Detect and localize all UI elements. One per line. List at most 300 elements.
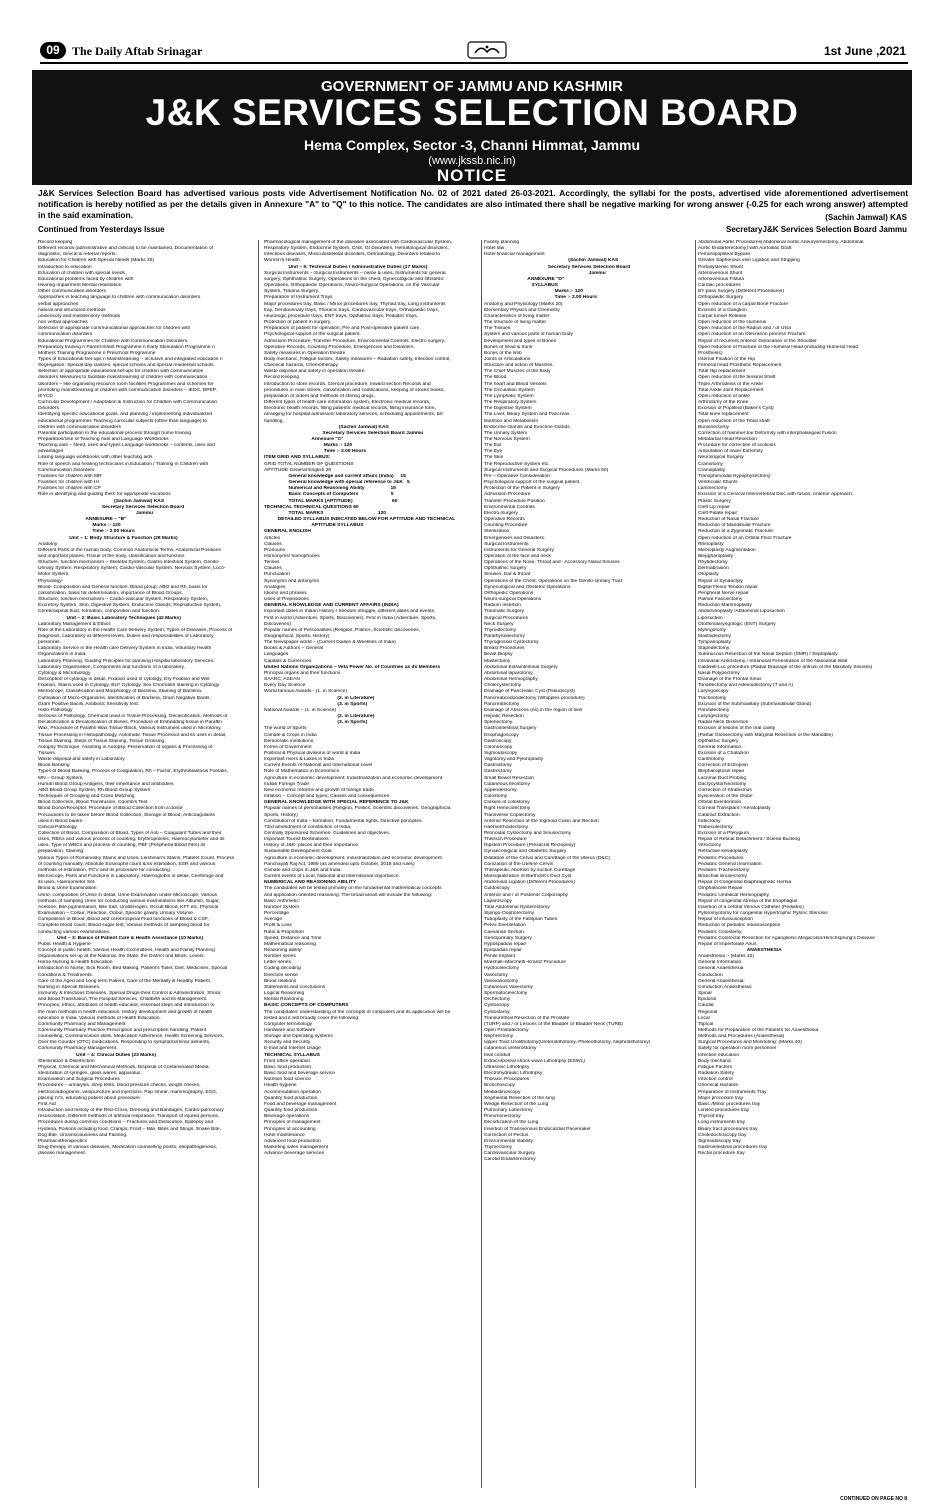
syllabus-line: Repair of Retinal Detachment / Scleral Bucking [698,837,800,843]
syllabus-line: General knowledge with special reference to J&K 5 [264,480,410,486]
syllabus-line: Dog Bite, Unconsciousness and Fainting. [38,1132,128,1138]
syllabus-line: Carotid Endarterectomy [484,1157,536,1163]
syllabus-line: Role of the Laboratory in the Health Care Delivery System, Types of Diseases, Process of [38,627,233,633]
syllabus-line: Tenses [264,560,280,566]
syllabus-line: Profit & Loss [264,923,292,929]
syllabus-line: Craniotomy [698,461,724,467]
syllabus-line: Lacrimal Duct Probing [698,775,747,781]
syllabus-line: Protection of patient in surgery [264,320,331,326]
syllabus-line: Structure, function mechanism – Cardio-vascular System, Respiratory System, [38,597,209,603]
syllabus-line: Bones of head & trunk [484,344,533,350]
syllabus-line: Techniques of Grouping and Cross Matching [38,794,135,800]
syllabus-line: APTITUDE General English 20 [264,467,332,473]
syllabus-line: Carpal tunnel Release [698,313,747,319]
syllabus-line: Vagotomy and Pyloroplasty [484,757,544,763]
syllabus-line: Open reduction of Fracture of the Humeral Head (including Humeral Head [698,344,859,350]
syllabus-line: Approaches in teaching language to children with communication disorders [38,295,201,301]
syllabus-line: Pediatric Tracheostomy [698,867,750,873]
syllabus-line: Constitution of India – formation, Fundamental rights, Directive principles. [264,818,423,824]
syllabus-line: Pyloromyotomy for congenital Hypertrophic Pyloric Stenosis [698,911,828,917]
syllabus-line: Admission Procedure [484,492,531,498]
syllabus-line: Jammu [38,510,153,516]
syllabus-line: Cystostomy [484,1009,510,1015]
syllabus-line: Important rivers & Lakes in India [264,757,335,763]
syllabus-line: Transphenoidal Hypophysectomy [698,473,771,479]
syllabus-line: uses, Type of WBCs and process of counting, PBF (Peripheral Blood Film) its [38,843,206,849]
syllabus-line: Introduction to education [38,264,92,270]
syllabus-line: Abdominal Aortic Procedures(Abdominal Aortic Aneurysmectomy, Abdominal [698,240,864,245]
continued-footer: CONTINUED ON PAGE NO 8 [840,1496,907,1502]
syllabus-line: Cutaneous Vasectomy [484,984,533,990]
syllabus-line: Unit – 1: Body Structure & Function (28 Marks) [38,535,178,541]
syllabus-line: Linking language workbooks with other teaching aids [38,455,153,461]
syllabus-line: Plastic Surgery [698,498,731,504]
syllabus-line: Stapedectomy [698,646,730,652]
syllabus-line: Marshall–Marchetti–Krantz Procedure [484,960,567,966]
syllabus-line: Excision of a Cervical Intervertebral Disc with fusion, Anterior Approach. [698,492,854,498]
syllabus-line: Excision of a Ganglion [698,307,747,313]
syllabus-line: Decortication of the Lung [484,1120,539,1126]
syllabus-line: Portasystemic Shunt [698,264,743,270]
syllabus-line: SAARC, ASEAN [264,677,300,683]
syllabus-line: Psychological support of the surgical patient. [264,332,361,338]
syllabus-line: Drainage of Abscess (es) in the region of liver [484,707,583,713]
syllabus-line: Unit – 5: Technical Duties / Administrative Duties (17 Marks) [264,264,428,270]
syllabus-line: NUMERICAL AND REASONING ABILITY [264,880,357,886]
signatory-title: SecretaryJ&K Services Selection Board Jammu [726,225,907,234]
syllabus-line: Eyisceration of the Globe [698,794,753,800]
syllabus-line: Other communication disorders [38,289,106,295]
syllabus-line: Orthopaedic Surgery [698,295,744,301]
signatory-name: (Sachin Jamwal) KAS [825,213,907,222]
syllabus-line: Important dates in Indian History / freedom struggle, different dates and events [264,609,435,615]
syllabus-line: Women's Health. [264,258,301,264]
syllabus-line: Sinuses, Ear & throat [484,572,531,578]
syllabus-line: Tuboplasty of the Fallopian Tubes [484,917,558,923]
syllabus-line: Pancreatectomy [484,701,520,707]
syllabus-line: General Information [698,744,742,750]
syllabus-line: Communication Disorders [38,467,95,473]
syllabus-line: Correction of Strabismus [698,787,752,793]
syllabus-line: (2. in Literature) [264,714,375,720]
syllabus-line: (2. in Literature) [264,695,375,701]
syllabus-line: ABO Blood Group System, Rh Blood Group System [38,787,151,793]
syllabus-line: Opthalmic Surgery [698,738,739,744]
syllabus-line: Biliary tract procedures tray [698,1126,758,1132]
syllabus-line: Accommodation operation [264,1089,321,1095]
syllabus-line: Body mechanic [698,1058,732,1064]
syllabus-line: Precautions to be taken before Blood Collection, Storage of Blood, Anticoagulants [38,812,215,818]
syllabus-line: Orbital Exenteration [698,800,742,806]
syllabus-line: Annexure "C" [264,437,344,442]
syllabus-line: The Newspaper world – (Current Dailies & Weeklies of India) [264,640,396,646]
syllabus-line: Dacrycystorhinostomy [698,781,747,787]
syllabus-line: Diagnosis, Laboratory at different levels, Duties and responsibilities of Laboratory [38,634,214,639]
syllabus-line: Pediatric Colorectal Resection for Aganglionic Megacolon/Hirschsprung's Disease [698,935,875,941]
syllabus-line: Pancreaticoduodectomy (Whipples procedure) [484,695,585,701]
syllabus-line: Reduction of Nasal Fracture [698,517,759,523]
banner-government: GOVERNMENT OF JAMMU AND KASHMIR [321,78,623,95]
syllabus-line: Body mechanic, Fatigue factors, Safety measures – Radiation safety, Infection control, [264,356,451,362]
syllabus-line: Types of Educational Set-ups n Mainstreaming – inclusive and integrated education n [38,356,223,362]
syllabus-line: disorders – like organising resource room facilities Programmes and schemes for [38,381,214,387]
syllabus-line: Reduction of Mandibular Fracture [698,523,771,529]
syllabus-line: Selection of appropriate communicational approaches for children with [38,326,191,332]
syllabus-line: Laparoscopy [484,898,513,904]
syllabus-line: Urine, composition of Urine in detail, Urine Examination under Microscope, Various [38,892,218,898]
syllabus-line: The Lymphatic System [484,393,534,399]
syllabus-line: Principal organs and their functions [264,670,341,676]
syllabus-line: Reduction of pediatric intussusception [698,923,781,929]
syllabus-line: Excision of a Chalazion [698,750,749,756]
syllabus-line: Repair of Congenital Diaphragmatic Hernia [698,880,792,886]
syllabus-line: Curricular Development / Adaptation & Instruction for Children with Communication [38,400,218,406]
syllabus-line: Facilities for children with MR [38,473,102,479]
syllabus-line: Mothers Training Programme n Preschool Programme [38,350,156,356]
syllabus-line: Composition of Blood ,Blood and cerebrospinal Fluid functions of Blood & CSF, [38,917,209,923]
syllabus-line: Numerical and Reasoning Ability 15 [264,486,396,492]
syllabus-line: Centrally Sponsored Schemes- Guidelines and objectives. [264,831,391,836]
syllabus-line: Important Tourist Destinations. [264,837,330,843]
syllabus-line: Abdominal laparotomy [484,670,533,676]
notice-intro: J&K Services Selection Board has advertised various posts vide Advertisement Notification No. 02 of 2021 dated 26-03-2021. Accordingly, the syllabi for the posts, advertised vide aforementioned advertisement notification is hereby notified as per the details given in Annexure "A" to "Q" to this notice. The candidates are also intimated there shall be negative marking for wrong answer (-0.25 for each wrong answer) attempted in the said examination. [38,188,908,220]
syllabus-line: General Anaesthesia [698,966,744,972]
syllabus-line: Various Types of Romanosky Stains and Uses, Leishman's Stains, Platelet Count, Process [38,855,235,861]
syllabus-line: (Partial Glossectomy with Marginal Resection of the Mandible) [698,732,833,738]
syllabus-line: General Anaesthesia: [698,978,745,984]
syllabus-line: Direction sense [264,972,298,978]
syllabus-line: Ophthalmic surgery [484,566,527,572]
syllabus-line: children with communication disorders [38,424,121,430]
syllabus-line: GENERAL KNOWLEDGE WITH SPECIAL REFERENCE TO J&K [264,800,409,806]
syllabus-line: Marketing sales management [264,1144,329,1150]
syllabus-line: Marks :- 120 [38,523,121,529]
syllabus-line: Extracorporeal shock wave Lithotripsy (ESWL) [484,1058,585,1064]
syllabus-column-4 [698,240,906,1488]
syllabus-line: Identifying specific educational goals, and planning / implementing individualized [38,412,212,418]
syllabus-line: Preparation of Instrument Trays [264,295,333,301]
syllabus-line: System and various parts of human body [484,332,573,338]
syllabus-line: Food and beverage management [264,1101,337,1107]
continued-label: Continued from Yesterdays Issue [38,225,165,234]
syllabus-line: Protection of the Patient in Surgery [484,486,560,492]
syllabus-line: Radiation Safety [698,1071,734,1077]
syllabus-line: E-mail and Internet Usage [264,1046,321,1052]
syllabus-line: Open reduction of a carpal Bone Fracture [698,301,788,307]
syllabus-line: Concept of public health, Various Health Committees, Health and Family Planning [38,947,215,953]
syllabus-line: Advance beverage services [264,1151,325,1157]
syllabus-line: Ventricular Shunts [698,480,738,486]
syllabus-line: Fixation, Stains used in Cytology, BLF Cytology, Sex Chormatin staining in Cytology. [38,683,221,689]
syllabus-line: Limited procedures tray [698,1108,750,1114]
syllabus-line: Triple Arthrodesis of the Ankle [698,381,763,387]
syllabus-line: (TURP) and / or Lesions of the Bladder or Bladder Neck (TURB) [484,1021,623,1027]
syllabus-line: Transverse Coplectomy [484,812,536,818]
syllabus-line: TECHNICAL TECHNICAL QUESTIONS 60 [264,504,359,510]
syllabus-line: personnel. [38,640,61,646]
syllabus-line: Therapeutic Abortion by suction Curettage [484,867,576,873]
syllabus-line: Types of Blood Banking, Process of Coagulation, Rh – Factor, Erythroblastosis Foetalis, [38,769,229,775]
syllabus-line: Democratic institutions [264,738,314,744]
syllabus-line: Caudal [698,1003,714,1009]
syllabus-line: Nutrition food science [264,1077,312,1083]
syllabus-line: Sections of Pathology, Chemical used in Tissue Processing, Decalcification, Methods of [38,714,228,720]
syllabus-line: Facilities for children with HI [38,480,99,486]
syllabus-line: Blepgharoplasty [698,553,734,559]
syllabus-line: Physiology- [38,578,64,584]
syllabus-line: Penile Implant [484,954,515,960]
syllabus-line: Surgical Instruments – Surgical Instruments – name & uses, Instruments for general [264,270,446,276]
syllabus-line: Dermabrasion [698,566,729,572]
syllabus-line: Cultivation of Micro-Organisms, Identification of Bacteria, Gram Negative Bacilli, [38,695,211,701]
banner-board-name: J&K SERVICES SELECTION BOARD [145,92,799,133]
syllabus-line: Femoral head Prosthetic Replacement [698,363,782,369]
syllabus-line: Different Parts of the human body, Common Anatomical Terms, Anatomical Positions [38,547,221,553]
syllabus-line: Acetone, Bile pigmentation, Bile Salt, Urobilinogen, Occult Blood, KFT etc, Physical [38,904,219,910]
syllabus-line: Pharmacological management of the diseases associated with Cardiovascular System, [264,240,453,245]
syllabus-line: The world of Sports [264,726,307,732]
syllabus-line: Indian Foreign Trade [264,781,310,787]
syllabus-line: SYLLABUS [484,283,558,289]
syllabus-line: Total Abdominal Hysterectomy [484,904,550,910]
syllabus-line: Chemical Hazards [698,1083,738,1089]
syllabus-line: Pharmacotherapeutics [38,1138,87,1144]
syllabus-line: Examination and Surgical Procedures [38,1077,120,1083]
syllabus-line: Principles of accounting [264,1126,316,1132]
syllabus-line: procedures in main stores, classification and codifications, keeping of stocks books, [264,387,445,393]
syllabus-line: Care of the Aged and Long term Patient, Care of the Mentally ill Healthy Patient, [38,978,212,984]
syllabus-line: The Liver, Biliary System and Pancreas [484,412,570,418]
syllabus-line: Surgical Instruments and Surgical Procedures (Marks 50) [484,467,609,473]
syllabus-line: Ratio & Proportion [264,929,304,935]
syllabus-line: Gastrointestinal procedures tray [698,1144,768,1150]
syllabus-line: Thymectomy [484,1144,512,1150]
syllabus-line: Uses, RBCs and various process of counting, Erythropoiesis, Haemocytometer and its [38,837,225,843]
syllabus-line: Corneal Transplant / Keratoplasty [698,806,771,812]
syllabus-line: First in world (Adventure, Sports, Discoveries). First in India (Adventure, Sports, [264,615,437,621]
syllabus-line: Prosthesis) [698,350,723,356]
syllabus-line: Topical [698,1021,714,1027]
page-number: 09 [40,42,66,59]
syllabus-line: Excretory System, Skin, Digestive System, Endocrine Glands, Reproductive System, [38,603,222,609]
syllabus-line: Choledochoscopy tray [698,1132,747,1138]
syllabus-line: Education of children with special needs [38,270,125,276]
syllabus-line: Percentage [264,911,290,917]
syllabus-line: Hearing impairment Mental retardation [38,283,122,289]
syllabus-line: Tracheotomy [698,695,727,701]
syllabus-line: Tissue Staining, Steps of Tissue Staining, Tissue Grossing. [38,738,166,744]
syllabus-line: (Sachin Jamwal) KAS [264,424,389,430]
syllabus-line: Environmental stability [484,1138,533,1144]
syllabus-line: communication disorders [38,332,93,338]
syllabus-line: Counting Procedure [484,523,528,529]
syllabus-line: Role in identifying and guiding them for appropriate vocations [38,492,171,498]
syllabus-line: The Skin [484,455,504,461]
syllabus-line: disease management. [38,1151,87,1157]
syllabus-line: Rectal procedure tray [698,1151,745,1157]
syllabus-line: neurologic procedure trays, ENT trays, Opthalmic trays, Pediatric trays, [264,313,419,319]
syllabus-line: Bones of the limb [484,350,522,356]
syllabus-line: Laryngoscopy [698,689,729,695]
syllabus-line: Unit – 3: Basics of Patient Care & Health Assistance (10 Marks) [38,935,204,941]
syllabus-line: Genitourinary Surgery [484,935,532,941]
syllabus-line: Excision of a Pterygium [698,831,750,836]
syllabus-line: Electro-Surgery [484,510,518,516]
syllabus-line: Sterilization & Disinfection [38,1058,95,1064]
syllabus-line: Colostomy [484,794,508,800]
syllabus-line: Cranioplasty [698,467,726,473]
syllabus-line: Sigmoidoscopy [484,750,518,756]
syllabus-line: Beast Biopsy [484,652,513,658]
syllabus-line: Long instruments tray [698,1120,746,1126]
syllabus-line: Letter series [264,960,291,966]
syllabus-line: Record keeping [38,240,73,245]
syllabus-line: (3. in Sports) [264,701,368,707]
syllabus-line: Pulmonary Lobectomy [484,1108,533,1114]
syllabus-line: Abdominoplasty /Abdominal Liposuction [698,609,785,615]
syllabus-line: Wax, Procedure of Paraffin Wax Tissue Block, Various Instrument used in Microtomy. [38,726,222,732]
syllabus-line: Trabeculectomy [698,824,733,830]
syllabus-line: Sports, History) [264,812,298,818]
syllabus-line: Record Keeping [264,375,300,381]
syllabus-line: Capitals & Currencies [264,658,312,664]
syllabus-line: sterilization of syringes, glass wares, apparatus. [38,1071,142,1077]
syllabus-line: Conditions & Treatments. [38,972,93,978]
syllabus-line: Cystoscopy [484,1003,510,1009]
syllabus-line: Preparatory training n Parent-Infant Programme n Early Stimulation Programme n [38,344,215,350]
syllabus-line: Number series [264,954,296,960]
syllabus-line: Excision of the Submaxillary (Submandibular Gland) [698,701,812,707]
syllabus-line: Preparation of patient for operation, Pre and Post-operative patient care, [264,326,421,332]
syllabus-line: Synonyms and antonyms [264,578,319,584]
syllabus-line: Anterior Resection of the Sigmoid Colon and Rectum [484,818,599,824]
syllabus-line: APTITUDE SYLLABUS [264,523,364,529]
syllabus-line: (3. in Sports) [264,720,368,726]
syllabus-line: Community Pharmacy Management. [38,1046,118,1052]
syllabus-line: Different types of health care information system, Electronic medical records, [264,400,431,406]
syllabus-line: Pneumonectomy [484,1114,521,1120]
syllabus-line: Transfer Procedure Position [484,498,545,504]
syllabus-line: Amputation of lower Extremity [698,449,763,455]
banner-address: Hema Complex, Sector -3, Channi Himmat, Jammu [303,137,641,153]
syllabus-line: Bunionectomy [698,424,729,430]
syllabus-line: Pediatric General Information [698,861,762,867]
syllabus-line: Surgical Procedures and Monitoring: (Marks 40) [698,1040,802,1046]
syllabus-line: ANNEXURE "D" [484,276,565,282]
column-divider [695,240,696,1488]
syllabus-line: Laminectomy [698,486,728,492]
syllabus-line: Role of speech and hearing technicians in Education / Training in Children with [38,461,209,467]
syllabus-line: Vasectomy [484,972,508,978]
syllabus-line: Popular names of personalities (Religion, Politics, Scientific discoveries, Geographical, [264,806,452,812]
syllabus-line: Unit – 4: Clinical Duties (23 Marks) [38,1052,156,1058]
syllabus-line: Cholecystectomy [484,683,522,689]
syllabus-line: non verbal approaches [38,320,88,326]
syllabus-line: Microscope, Classification and Morphology of Bacteria, Staining of Bacteria, [38,689,203,695]
syllabus-line: The Nervous System [484,437,530,442]
syllabus-line: Computer terminology [264,1021,313,1027]
syllabus-column-2 [264,240,478,1488]
syllabus-line: Vitrectomy [698,843,722,849]
syllabus-line: Human Blood Group Antigens, their inheritance and antibodies [38,781,174,787]
syllabus-line: Cardiac procedures [698,283,741,289]
syllabus-line: Parental participation in the educational process through home training [38,430,192,436]
syllabus-line: Decalcification & Decalcification of Bones, Procedure of Embedding tissue in Paraffin [38,720,222,726]
syllabus-line: Preparation of Instruments Tray [698,1089,767,1095]
syllabus-line: ANAESTHESIA [698,947,782,953]
syllabus-line: Coding decoding [264,966,301,972]
syllabus-line: conducting various examinations. [38,929,111,935]
syllabus-line: Thoracic Procedures [484,1077,530,1083]
syllabus-line: Political & Physical divisions of world & India [264,750,361,756]
syllabus-line: Facilities for children with CP [38,486,101,492]
syllabus-line: Insertion of Transvenous Endocardial Pacemaker [484,1126,591,1132]
syllabus-line: Laboratory Planning, Guiding Principles for planning Hospital laboratory Services, [38,658,215,664]
syllabus-line: Major procedure tray [698,1095,744,1101]
syllabus-line: Palmar Fasciectomy [698,597,743,603]
syllabus-line: Refractive keratoplasty [698,849,748,855]
syllabus-line: Repair of Imperforate Anus [698,941,757,947]
syllabus-line: Theirsch Procedure [484,837,527,843]
syllabus-line: Current events of Local, National and International importance. [264,874,400,880]
syllabus-line: Drug therapy of various diseases, Medication counselling points, etiopathogenesis, [38,1144,218,1150]
syllabus-line: preparation of indent and methods of storing drugs. [264,393,375,399]
syllabus-line: Spinal [698,991,712,997]
syllabus-line: Cytology & Microbiology [38,670,91,676]
syllabus-line: Open reduction of the Radius and / or Ulna [698,326,791,332]
syllabus-line: Front office operation [264,1058,311,1064]
syllabus-line: Surgical Instruments [484,541,529,547]
syllabus-line: Sustainable Development Goal. [264,849,333,855]
syllabus-line: The Chief Muscles of the Body [484,369,551,375]
syllabus-line: Clauses [264,541,282,547]
banner-website: (www.jkssb.nic.in) [428,155,516,167]
syllabus-line: Agriculture in economic development, industrialization and economic development. [264,855,444,861]
column-divider [481,240,482,1488]
syllabus-line: Principles, ethics, attributes of health educator, essential steps and introduction to [38,1003,215,1009]
syllabus-line: Emergencies and Disasters. [484,535,546,541]
syllabus-line: Tympanoplasty [698,640,731,646]
syllabus-line: Basic food production [264,1064,312,1070]
syllabus-line: Clinical Pathology [38,824,77,830]
syllabus-line: Total knee replacement [698,412,749,418]
syllabus-line: Wedge Resection of the Lung [484,1101,549,1107]
syllabus-line: World famous Awards - (1. in Science) [264,689,347,695]
syllabus-line: Myringotomy [698,627,726,633]
syllabus-line: Methods for Preparation of the Patients for Anaesthesia [698,1028,819,1033]
syllabus-line: Hypospadias repair [484,941,527,947]
syllabus-line: Aortic Endarterectomy) with Aortoiliac Graft [698,246,792,252]
syllabus-line: Education for Children with Special Needs (Marks 25) [38,258,155,264]
syllabus-line: Thyroidectomy [484,627,517,633]
syllabus-line: Procedures during common conditions – Fractures and Dislocation, Epilepsy and [38,1120,214,1126]
syllabus-line: Different records (administrative and clinical) to be maintained, Documentation of [38,246,213,252]
syllabus-line: Quantity food production [264,1108,318,1114]
syllabus-line: System, Trauma Surgery. [264,289,320,295]
syllabus-line: Secretary Services Selection Board Jammu [264,430,424,436]
syllabus-line: Correction of hammer toe Deformity with interphalangeal Fusion [698,430,837,436]
syllabus-line: Selection of appropriate educational set-ups for children with communication [38,369,204,375]
syllabus-line: Procedure for correction of scoliosis [698,443,776,449]
syllabus-line: tested and it will broadly cover the following: [264,1015,360,1021]
syllabus-line: First Aid [38,1101,56,1107]
syllabus-line: resuscitation, Different methods of artificial respiration, Transport of injured persons. [38,1114,220,1120]
syllabus-line: The Tissues [484,326,511,332]
syllabus-line: Educational Programmes for Children with Communication Disorders. [38,338,189,344]
syllabus-line: New economic reforms and growth of foreign trade [264,787,374,793]
syllabus-line: Hysteria, Poisons including food, Cramps, Frost – Bite, Bites and Stings, Snake Bite, [38,1126,221,1132]
syllabus-line: Basic Arithmetic: [264,898,301,904]
